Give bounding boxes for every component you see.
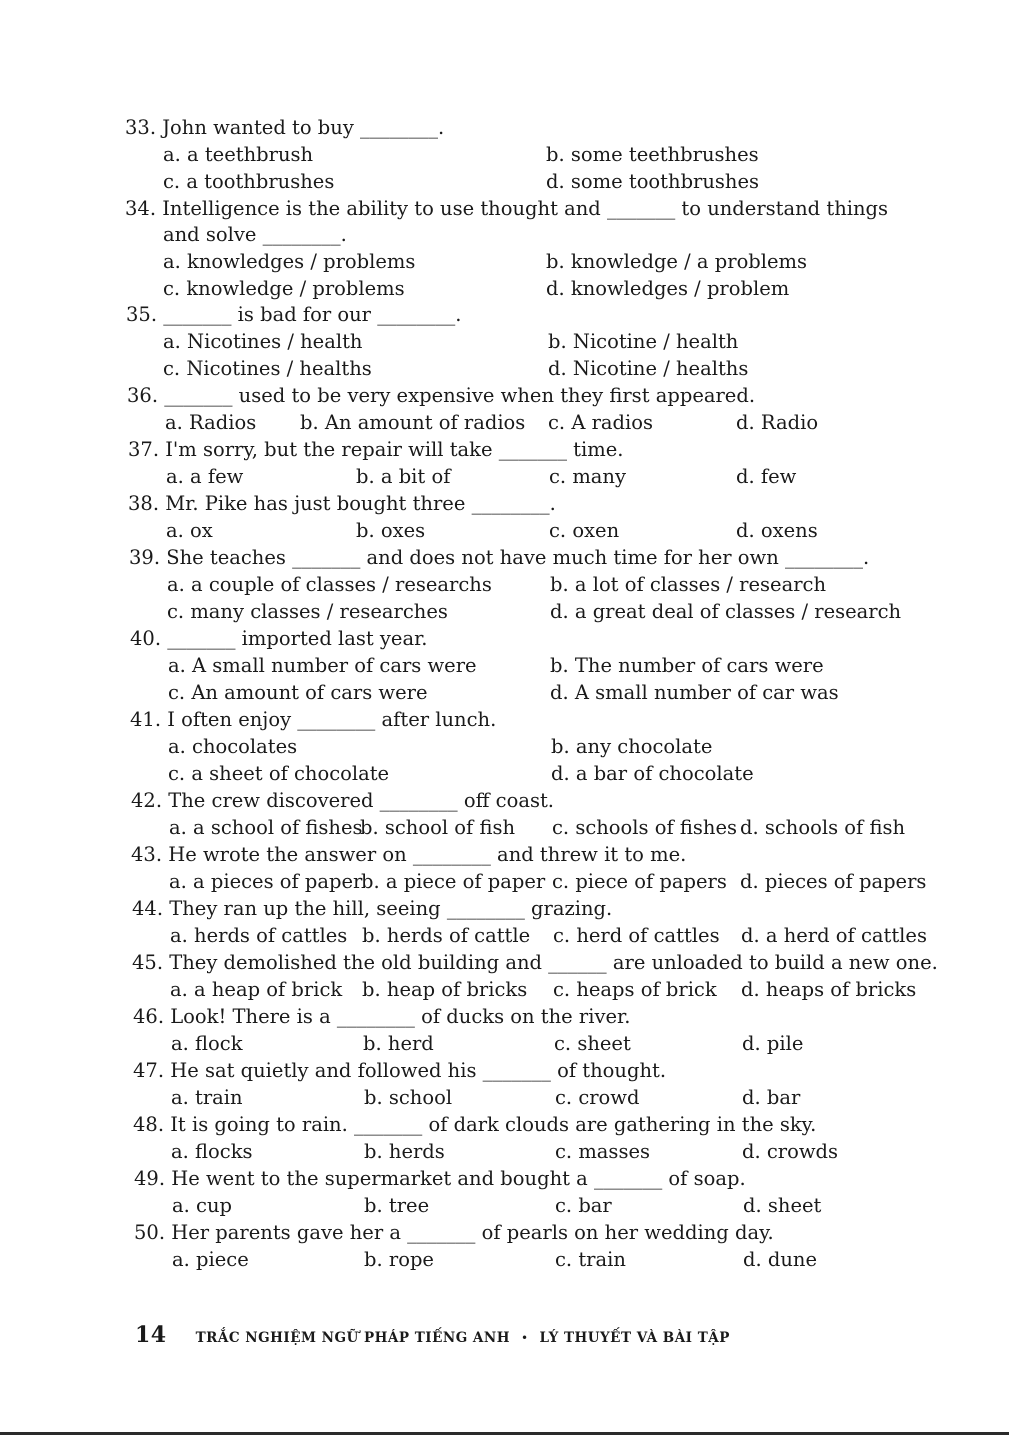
question-text: _______ imported last year. (167, 627, 428, 650)
question-stem (133, 1057, 666, 1084)
question-text: I often enjoy ________ after lunch. (167, 708, 497, 731)
option-a: a. a heap of brick (170, 978, 343, 1001)
option-d: d. some toothbrushes (546, 170, 760, 193)
option-c: c. bar (555, 1194, 612, 1217)
option-c: c. A radios (548, 411, 654, 434)
question-text-continued: and solve ________. (163, 223, 347, 246)
option-a: a. chocolates (168, 735, 298, 758)
question-stem (133, 1111, 816, 1138)
option-b: b. herd (363, 1032, 434, 1055)
option-b: b. school (364, 1086, 453, 1109)
option-c: c. schools of fishes (552, 816, 738, 839)
option-c: c. many (549, 465, 627, 488)
option-d: d. a great deal of classes / research (550, 600, 902, 623)
question-stem (131, 787, 554, 814)
question-stem (127, 382, 755, 409)
option-c: c. oxen (549, 519, 620, 542)
option-d: d. knowledges / problem (546, 277, 790, 300)
option-c: c. masses (555, 1140, 650, 1163)
option-b: b. tree (364, 1194, 430, 1217)
question-text: Mr. Pike has just bought three ________. (165, 492, 556, 515)
option-b: b. Nicotine / health (548, 330, 739, 353)
option-c: c. a sheet of chocolate (168, 762, 390, 785)
option-b: b. some teethbrushes (546, 143, 759, 166)
option-b: b. heap of bricks (362, 978, 528, 1001)
question-number: 34. (125, 197, 157, 220)
option-a: a. flock (171, 1032, 243, 1055)
question-number: 36. (127, 384, 159, 407)
option-d: d. A small number of car was (550, 681, 839, 704)
option-d: d. bar (742, 1086, 801, 1109)
question-stem (126, 301, 461, 328)
option-b: b. oxes (356, 519, 426, 542)
option-a: a. Radios (165, 411, 257, 434)
question-stem (134, 1165, 746, 1192)
option-b: b. school of fish (360, 816, 516, 839)
option-d: d. schools of fish (740, 816, 906, 839)
option-d: d. Radio (736, 411, 819, 434)
question-number: 37. (128, 438, 160, 461)
question-text: They ran up the hill, seeing ________ grazing. (169, 897, 613, 920)
question-text: _______ is bad for our ________. (163, 303, 462, 326)
question-text: It is going to rain. _______ of dark clouds are gathering in the sky. (170, 1113, 817, 1136)
option-d: d. Nicotine / healths (548, 357, 749, 380)
question-number: 43. (131, 843, 163, 866)
option-a: a. knowledges / problems (163, 250, 416, 273)
option-a: a. a teethbrush (163, 143, 314, 166)
option-d: d. few (736, 465, 797, 488)
option-b: b. knowledge / a problems (546, 250, 808, 273)
question-number: 45. (132, 951, 164, 974)
option-d: d. crowds (742, 1140, 839, 1163)
question-number: 35. (126, 303, 158, 326)
option-a: a. Nicotines / health (163, 330, 363, 353)
question-stem (133, 1003, 630, 1030)
option-a: a. ox (166, 519, 213, 542)
option-a: a. flocks (171, 1140, 253, 1163)
question-text: He wrote the answer on ________ and threw it to me. (168, 843, 687, 866)
option-d: d. heaps of bricks (741, 978, 917, 1001)
question-number: 49. (134, 1167, 166, 1190)
option-a: a. a few (166, 465, 244, 488)
option-b: b. rope (364, 1248, 434, 1271)
question-number: 42. (131, 789, 163, 812)
question-stem (132, 949, 938, 976)
question-stem (128, 490, 556, 517)
question-text: He sat quietly and followed his _______ of thought. (170, 1059, 667, 1082)
question-number: 33. (125, 116, 157, 139)
question-text: He went to the supermarket and bought a _______ of soap. (171, 1167, 746, 1190)
question-stem (125, 114, 444, 141)
question-text: The crew discovered ________ off coast. (168, 789, 555, 812)
question-number: 47. (133, 1059, 165, 1082)
question-stem (131, 841, 686, 868)
question-stem (130, 625, 427, 652)
question-number: 46. (133, 1005, 165, 1028)
question-number: 41. (130, 708, 162, 731)
option-c: c. many classes / researches (167, 600, 448, 623)
option-d: d. a bar of chocolate (551, 762, 754, 785)
option-c: c. heaps of brick (553, 978, 717, 1001)
bullet-separator: • (520, 1331, 529, 1345)
option-d: d. sheet (743, 1194, 822, 1217)
option-b: b. herds of cattle (362, 924, 531, 947)
book-subtitle: LÝ THUYẾT VÀ BÀI TẬP (539, 1330, 730, 1346)
question-stem (129, 544, 869, 571)
question-text: John wanted to buy ________. (162, 116, 445, 139)
question-text: She teaches _______ and does not have much time for her own ________. (166, 546, 870, 569)
option-d: d. a herd of cattles (741, 924, 927, 947)
option-a: a. piece (172, 1248, 249, 1271)
question-stem (132, 895, 612, 922)
option-c: c. Nicotines / healths (163, 357, 372, 380)
question-number: 40. (130, 627, 162, 650)
question-text: I'm sorry, but the repair will take _______ time. (165, 438, 624, 461)
option-c: c. crowd (555, 1086, 640, 1109)
option-b: b. The number of cars were (550, 654, 824, 677)
option-c: c. train (555, 1248, 626, 1271)
option-c: c. knowledge / problems (163, 277, 405, 300)
question-text: _______ used to be very expensive when they first appeared. (164, 384, 756, 407)
option-b: b. An amount of radios (300, 411, 526, 434)
question-text: They demolished the old building and ______ are unloaded to build a new one. (169, 951, 938, 974)
option-d: d. oxens (736, 519, 818, 542)
question-text: Her parents gave her a _______ of pearls on her wedding day. (171, 1221, 774, 1244)
option-a: a. a pieces of paper (169, 870, 363, 893)
option-c: c. herd of cattles (553, 924, 720, 947)
option-b: b. herds (364, 1140, 445, 1163)
option-b: b. a bit of (356, 465, 451, 488)
option-a: a. herds of cattles (170, 924, 348, 947)
question-number: 48. (133, 1113, 165, 1136)
page-footer (135, 1322, 730, 1348)
option-a: a. cup (172, 1194, 232, 1217)
option-a: a. A small number of cars were (168, 654, 477, 677)
book-title: TRẮC NGHIỆM NGỮ PHÁP TIẾNG ANH (195, 1330, 510, 1346)
option-c: c. a toothbrushes (163, 170, 335, 193)
page-number: 14 (135, 1322, 167, 1348)
option-a: a. a couple of classes / researchs (167, 573, 492, 596)
option-b: b. a piece of paper (361, 870, 546, 893)
option-c: c. sheet (554, 1032, 631, 1055)
question-number: 50. (134, 1221, 166, 1244)
question-stem (128, 436, 624, 463)
question-number: 44. (132, 897, 164, 920)
option-c: c. An amount of cars were (168, 681, 428, 704)
option-a: a. train (171, 1086, 243, 1109)
option-a: a. a school of fishes (169, 816, 363, 839)
option-b: b. a lot of classes / research (550, 573, 827, 596)
option-d: d. pieces of papers (740, 870, 927, 893)
question-text: Look! There is a ________ of ducks on the river. (170, 1005, 631, 1028)
question-text: Intelligence is the ability to use thought and _______ to understand things (162, 197, 889, 220)
question-number: 38. (128, 492, 160, 515)
question-stem (130, 706, 496, 733)
option-d: d. dune (743, 1248, 818, 1271)
option-c: c. piece of papers (552, 870, 727, 893)
question-stem (125, 195, 888, 222)
question-number: 39. (129, 546, 161, 569)
option-b: b. any chocolate (551, 735, 713, 758)
option-d: d. pile (742, 1032, 804, 1055)
question-stem (134, 1219, 774, 1246)
